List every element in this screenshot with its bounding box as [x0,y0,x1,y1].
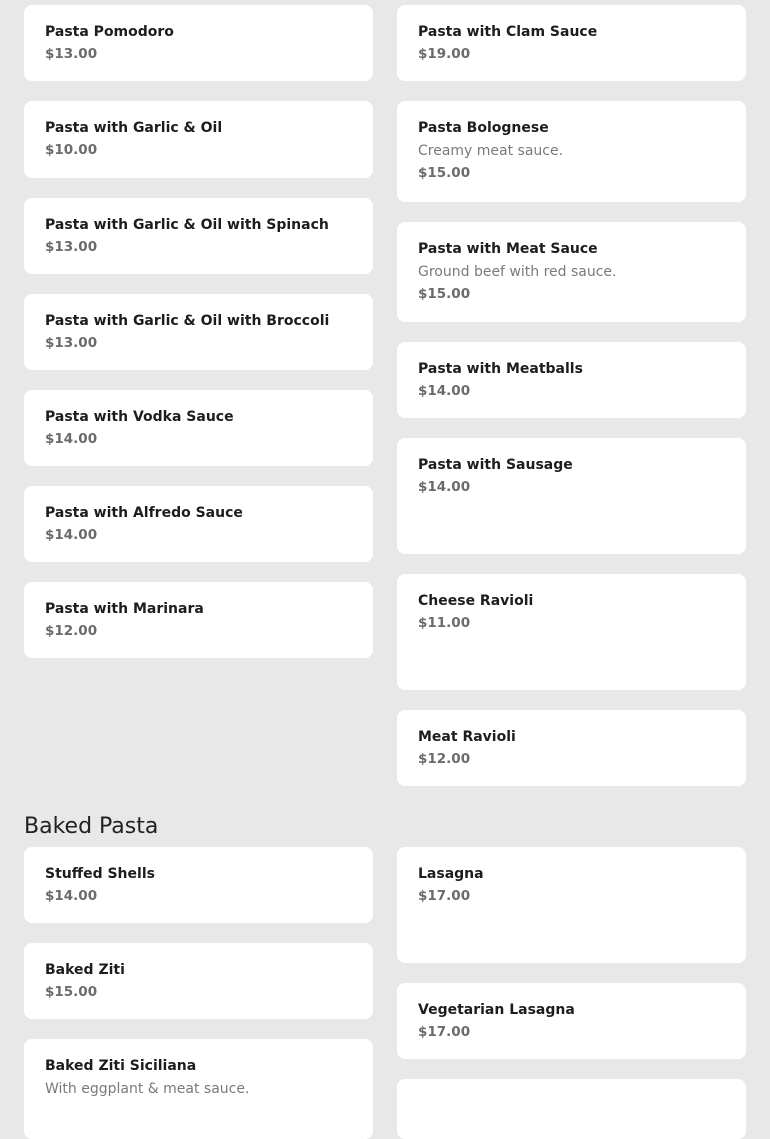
menu-item-card[interactable] [24,5,373,81]
menu-item-name: Pasta with Garlic & Oil [45,120,223,136]
menu-item-name: Pasta with Garlic & Oil with Broccoli [45,313,330,329]
menu-item-price: $14.00 [45,527,98,543]
menu-item-card[interactable] [397,574,746,690]
menu-item-name: Vegetarian Lasagna [418,1002,575,1018]
menu-item-price: $13.00 [45,46,98,62]
menu-item-card[interactable] [24,101,373,178]
menu-item-description: Ground beef with red sauce. [418,264,617,280]
menu-item-card[interactable] [24,486,373,562]
menu-item-card[interactable] [397,342,746,418]
menu-item-description: With eggplant & meat sauce. [45,1081,250,1097]
menu-item-price: $17.00 [418,888,471,904]
menu-item-name: Pasta with Alfredo Sauce [45,505,243,521]
menu-item-price: $10.00 [45,142,98,158]
menu-item-price: $14.00 [45,888,98,904]
menu-item-name: Pasta with Garlic & Oil with Spinach [45,217,329,233]
menu-item-price: $14.00 [418,383,471,399]
menu-item-price: $11.00 [418,615,471,631]
menu-item-card[interactable] [24,1039,373,1139]
menu-item-name: Baked Ziti [45,962,125,978]
menu-item-card[interactable] [397,847,746,963]
menu-item-card[interactable] [24,294,373,370]
menu-item-price: $14.00 [45,431,98,447]
menu-item-price: $19.00 [418,46,471,62]
menu-item-price: $17.00 [418,1024,471,1040]
menu-item-name: Meat Ravioli [418,729,516,745]
menu-item-name: Pasta with Meat Sauce [418,241,598,257]
menu-item-price: $13.00 [45,239,98,255]
menu-item-card[interactable] [397,710,746,786]
menu-item-price: $15.00 [418,286,471,302]
menu-item-card[interactable] [397,222,746,322]
menu-item-card[interactable] [24,582,373,658]
menu-item-name: Lasagna [418,866,484,882]
menu-item-name: Pasta with Clam Sauce [418,24,598,40]
menu-item-card[interactable] [397,101,746,202]
menu-item-card[interactable] [24,943,373,1019]
section-title: Baked Pasta [24,814,159,839]
menu-item-card[interactable] [397,5,746,81]
menu-item-description: Creamy meat sauce. [418,143,564,159]
menu-item-card[interactable] [397,1079,746,1139]
menu-item-name: Pasta with Meatballs [418,361,583,377]
menu-item-name: Pasta Bolognese [418,120,549,136]
menu-item-name: Pasta with Vodka Sauce [45,409,234,425]
menu-item-price: $12.00 [418,751,471,767]
menu-item-name: Baked Ziti Siciliana [45,1058,197,1074]
menu-item-price: $13.00 [45,335,98,351]
menu-item-card[interactable] [397,438,746,554]
menu-item-card[interactable] [24,847,373,923]
menu-item-name: Pasta with Marinara [45,601,204,617]
menu-item-price: $15.00 [418,165,471,181]
menu-item-name: Cheese Ravioli [418,593,534,609]
menu-item-card[interactable] [24,390,373,466]
menu-item-card[interactable] [24,198,373,274]
menu-item-price: $12.00 [45,623,98,639]
menu-item-name: Stuffed Shells [45,866,155,882]
menu-item-price: $14.00 [418,479,471,495]
menu-item-name: Pasta with Sausage [418,457,573,473]
menu-item-name: Pasta Pomodoro [45,24,174,40]
menu-item-card[interactable] [397,983,746,1059]
menu-item-price: $15.00 [45,984,98,1000]
